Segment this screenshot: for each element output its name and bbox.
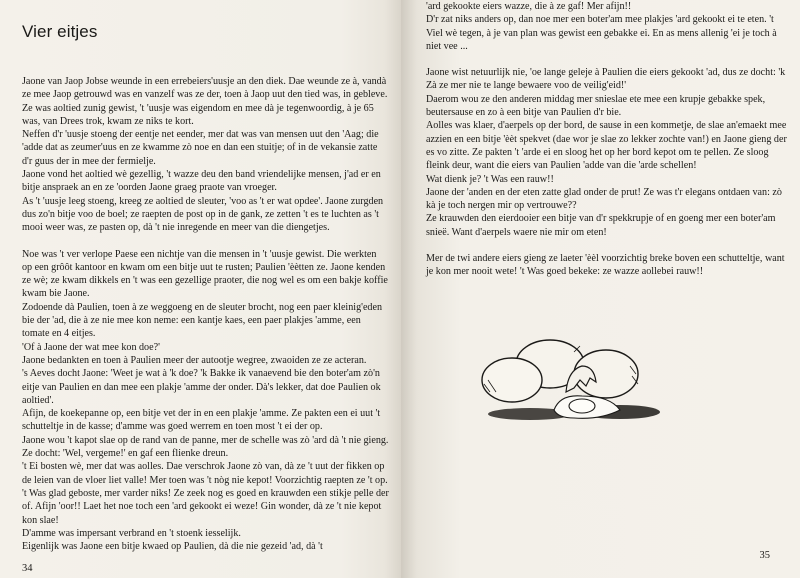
paragraph: 't Ei bosten wè, mer dat was aolles. Dae verschrok Jaone zò van, dà ze 't uut der fikken op de leien van de vloer liet valle! Mer toen was 't nòg nie kepot! Voorzichtig raepten ze 't op. 't Was glad geboste, mer varder niks! Ze zeek nog es goed en krauwden een stikje pelle der of. Afijn 'oor!! Laet het noe toch een 'ard gekookt ei weze! Gin wonder, dà ze 't nie kepot kon slae! [22,461,389,526]
paragraph: Ze krauwden den eierdooier een bitje van d'r spekkrupje of en goeng mer een boter'am snieë. Want d'aerpels waere nie mir om eten! [426,213,776,238]
paragraph: Noe was 't ver verlope Paese een nichtje van die mensen in 't 'uusje gewist. Die werkten op een grôôt kantoor en kwam om een bitje uut te rusten; Paulien 'èètten ze. Jaone kenden ze wè; ze kwam dikkels en 't was een gezellige praoter, die nog wel es om een bakje koffie kwam bie Jaone. [22,248,388,300]
page-number-left: 34 [22,563,33,574]
paragraph: Wat dienk je? 't Was een rauw!! [426,173,554,185]
page-number-right: 35 [759,550,770,561]
paragraph: Aolles was klaer, d'aerpels op der bord, de sause in een kommetje, de slae an'emaekt mee azzien en een bitje 'èèt spekvet (dae wor je slae zo lekker zochte van!) en Jaone gieng der es vo zitte. Ze pakten 't 'arde ei en sloog het op her bord kepot om te pellen. Ze sloog fleink deur, want die eiers van Paulien 'adde van die 'arde schellen! [426,120,787,172]
paragraph: Ze was aoltied zunig gewist, 't 'uusje was eigendom en mee dà je tegenwoordig, à je 65 was, van Drees trok, kwam ze niks te kort. [22,102,374,127]
paragraph: D'amme was impersant verbrand en 't stoenk iesselijk. [22,527,241,539]
paragraph: As 't 'uusje leeg stoeng, kreeg ze aoltied de sleuter, 'voo as 't er wat opdee'. Jaone zurgden dus zo'n bitje voo de boel; ze raepten de post op in de gank, ze zetten 't es te luchten as 't mooi weer was, ze pasten op, dà 't nie inregende en meer van die diengetjes. [22,195,384,234]
paragraph: Jaone wist netuurlijk nie, 'oe lange geleje à Paulien die eiers gekookt 'ad, dus ze docht: 'k Zà ze mer nie te lange bewaere voo de veilig'eid!' [426,67,786,92]
paragraph: Jaone van Jaop Jobse weunde in een errebeiers'uusje an den diek. Dae weunde ze à, vandà ze mee Jaop getrouwd was en vanzelf was ze der, toen à Jaop uut den tied was, in gebleve. [22,76,388,101]
paragraph: Jaone der 'anden en der eten zatte glad onder de prut! Ze was t'r elegans ontdaen van: zò kà je toch nergen mir op vertrouwe?? [426,186,782,212]
paragraph: Jaone bedankten en toen à Paulien meer der autootje wegree, zwaoiden ze ze acteran. [22,354,367,366]
paragraph: 'ard gekookte eiers wazze, die à ze gaf! Mer afijn!! [426,1,632,12]
paragraph: D'r zat niks anders op, dan noe mer een boter'am mee plakjes 'ard gekookt ei te eten. 't Viel wè tegen, à je van plan was gewist een gebakke ei. En as mens allenig 'ei je toch à niet vee ... [426,14,777,52]
paragraph: Eigenlijk was Jaone een bitje kwaed op Paulien, dà die nie gezeid 'ad, dà 't [22,541,323,553]
paragraph: Jaone wou 't kapot slae op de rand van de panne, mer de schelle was zò 'ard dà 't nie gieng. Ze docht: 'Wel, vergeme!' en gaf een flienke dreun. [22,434,389,460]
right-text-block [426,0,792,279]
eggs-illustration-icon [470,322,670,432]
paragraph: Afijn, de koekepanne op, een bitje vet der in en een plakje 'amme. Ze pakten een ei uut 't schutteltje in de kasse; d'amme was goed werrem en toen most 't ei der op. [22,408,381,433]
paragraph: Mer de twi andere eiers gieng ze laeter 'èèl voorzichtig breke boven een schutteltje, want je kon mer nooit wete! 't Was goed bekeke: ze wazze aollebei rauw!! [426,253,785,278]
paragraph: Jaone vond het aoltied wè gezellig, 't wazze deu den band vriendelijke mensen, j'ad er en bitje anspraek an en ze 'oorden Jaone graeg praote van vroeger. [22,169,381,194]
paragraph: 'Of à Jaone der wat mee kon doe?' [22,341,160,353]
eggs-drawing [470,322,670,432]
paragraph: Neffen d'r 'uusje stoeng der eentje net eender, mer dat was van mensen uut den 'Aag; die 'adde dat as zeumer'uus en ze kwamme zò noe en dan een stuitje; of in de vekansie zatte d'r guus der in mee der fermielje. [22,129,379,167]
right-page [401,0,800,578]
paragraph: Daerom wou ze den anderen middag mer snieslae ete mee een krupje gebakke spek, beutersause en zo à een bitje van Paulien d'r bie. [426,93,766,119]
story-title: Vier eitjes [22,22,98,41]
paragraph: Zodoende dà Paulien, toen à ze weggoeng en de sleuter brocht, nog een paer kleinig'eden bie der 'ad, die à ze nie mee kon neme: een kantje kaes, een paer plakjes 'amme, een tomate en 4 eitjes. [22,301,383,340]
paragraph: 's Aeves docht Jaone: 'Weet je wat à 'k doe? 'k Bakke ik vanaevend bie den boter'am zò'n eitje van Paulien en dan mee een plakje 'amme der onder. Dà's lekker, dat doe Paulien ok aoltied'. [22,368,381,406]
